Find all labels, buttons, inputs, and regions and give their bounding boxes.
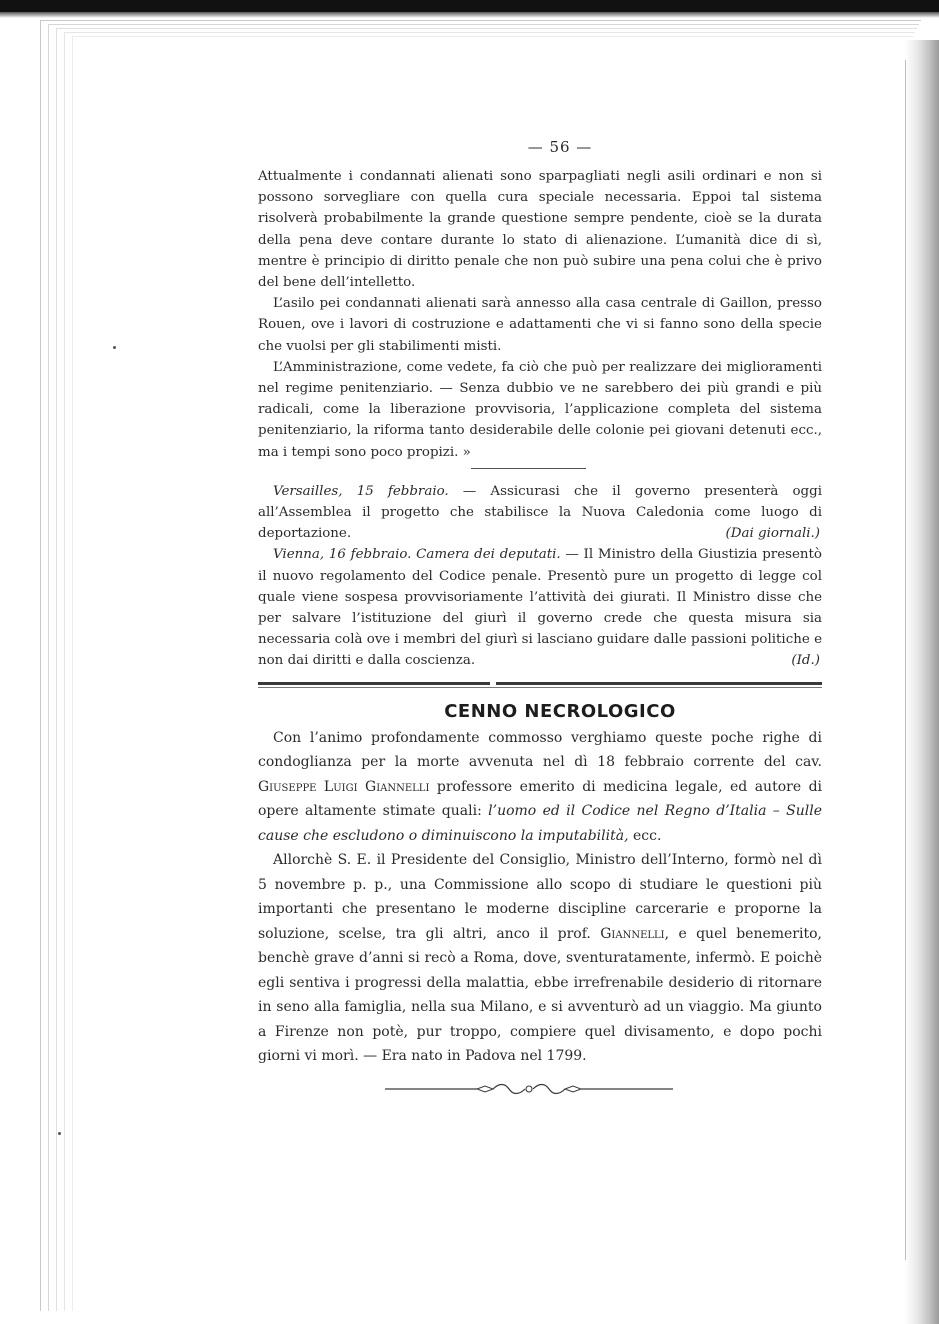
page-content xyxy=(258,138,822,1069)
news-dateline: Versailles, 15 febbraio. xyxy=(273,483,449,499)
news-item xyxy=(258,544,822,671)
text-run: professore emerito di medicina legale, ed autore di opere altamente stimate quali: xyxy=(258,778,823,820)
ornament-center xyxy=(526,1086,532,1092)
rule-bar xyxy=(258,682,490,685)
book-binding-shadow xyxy=(905,40,939,1324)
obituary-paragraph xyxy=(258,848,822,1069)
section-separator xyxy=(471,468,586,469)
ornament-diamond xyxy=(477,1086,493,1092)
obituary xyxy=(258,726,822,1069)
paragraph: Attualmente i condannati alienati sono sparpagliati negli asili ordinari e non si possono sorvegliare con quella cura speciale necessaria. Eppoi tal sistema risolverà probabilmente la grande questione sempre pendente, cioè se la durata della pena deve contare durante lo stato di alienazione. L’umanità dice di sì, mentre è principio di diritto penale che non può subire una pena colui che è privo del bene dell’intelletto. xyxy=(258,169,822,291)
rule-bar xyxy=(258,687,822,688)
rule-bar xyxy=(496,682,822,685)
scan-speck xyxy=(113,346,116,349)
paragraph: L’Amministrazione, come vedete, fa ciò che può per realizzare dei miglioramenti nel regime penitenziario. — Senza dubbio ve ne sarebbero dei più grandi e più radicali, come la liberazione provvisoria, l’applicazione completa del sistema penitenziario, la riforma tanto desiderabile delle colonie pei giovani detenuti ecc., ma i tempi sono poco propizi. » xyxy=(258,359,822,460)
double-rule-divider xyxy=(258,682,822,687)
obituary-paragraph xyxy=(258,726,822,849)
works-title: l’uomo ed il Codice nel Regno d’Italia – Sulle cause che escludono o diminuiscono la imputabilità, xyxy=(258,803,822,844)
news-dateline: Vienna, 16 febbraio. Camera dei deputati. xyxy=(273,547,561,563)
section-title: CENNO NECROLOGICO xyxy=(444,700,676,722)
text-run: ecc. xyxy=(628,827,662,844)
binding-fold-line xyxy=(905,60,906,1260)
scan-border-fade xyxy=(0,12,939,18)
news-source: (Id.) xyxy=(791,653,820,669)
paragraph: L’asilo pei condannati alienati sarà annesso alla casa centrale di Gaillon, presso Rouen, ove i lavori di costruzione e adattamenti che vi si fanno sono della specie che vuolsi per gli stabilimenti misti. xyxy=(258,296,822,354)
person-name: Giuseppe Luigi Giannelli xyxy=(258,778,430,795)
ornament-scroll xyxy=(533,1085,565,1094)
text-run: Allorchè S. E. il Presidente del Consiglio, Ministro dell’Interno, formò nel dì 5 novembre p. p., una Commissione allo scopo di studiare le questioni più importanti che presentano le moderne discipline carcerarie e proporne la soluzione, scelse, tra gli altri, anco il prof. xyxy=(258,852,822,942)
news-source: (Dai giornali.) xyxy=(725,526,820,542)
news-text: — Il Ministro della Giustizia presentò il nuovo regolamento del Codice penale. Presentò pure un progetto di legge col quale viene sospesa provvisoriamente l’attività dei giurati. Il Ministro disse che per salvare l’istituzione del giurì il governo crede che questa misura sia necessaria colà ove i membri del giurì si lasciano guidare dalle passioni politiche e non dai diritti e dalla coscienza. xyxy=(258,547,822,669)
news-text: — Assicurasi che il governo presenterà oggi all’Assemblea il progetto che stabilisce la Nuova Caledonia come luogo di deportazione. xyxy=(258,483,822,542)
ornamental-tailpiece xyxy=(385,1082,673,1096)
ornament-scroll xyxy=(493,1085,525,1094)
text-run: Con l’animo profondamente commosso verghiamo queste poche righe di condoglianza per la morte avvenuta nel dì 18 febbraio corrente del cav. xyxy=(258,729,822,771)
page-number: — 56 — xyxy=(527,138,593,156)
person-name: Giannelli xyxy=(600,925,665,942)
scan-border-top xyxy=(0,0,939,12)
ornament-diamond xyxy=(565,1086,581,1092)
news-item xyxy=(258,481,822,545)
text-run: , e quel benemerito, benchè grave d’anni si recò a Roma, dove, sventuratamente, infermò. E poichè egli sentiva i progressi della malattia, ebbe irrefrenabile desiderio di ritornare in seno alla famiglia, nella sua Milano, e si avventurò ad un viaggio. Ma giunto a Firenze non potè, pur troppo, compiere quel divisamento, e dopo pochi giorni vi morì. — Era nato in Padova nel 1799. xyxy=(258,925,822,1065)
scan-speck xyxy=(58,1132,61,1135)
